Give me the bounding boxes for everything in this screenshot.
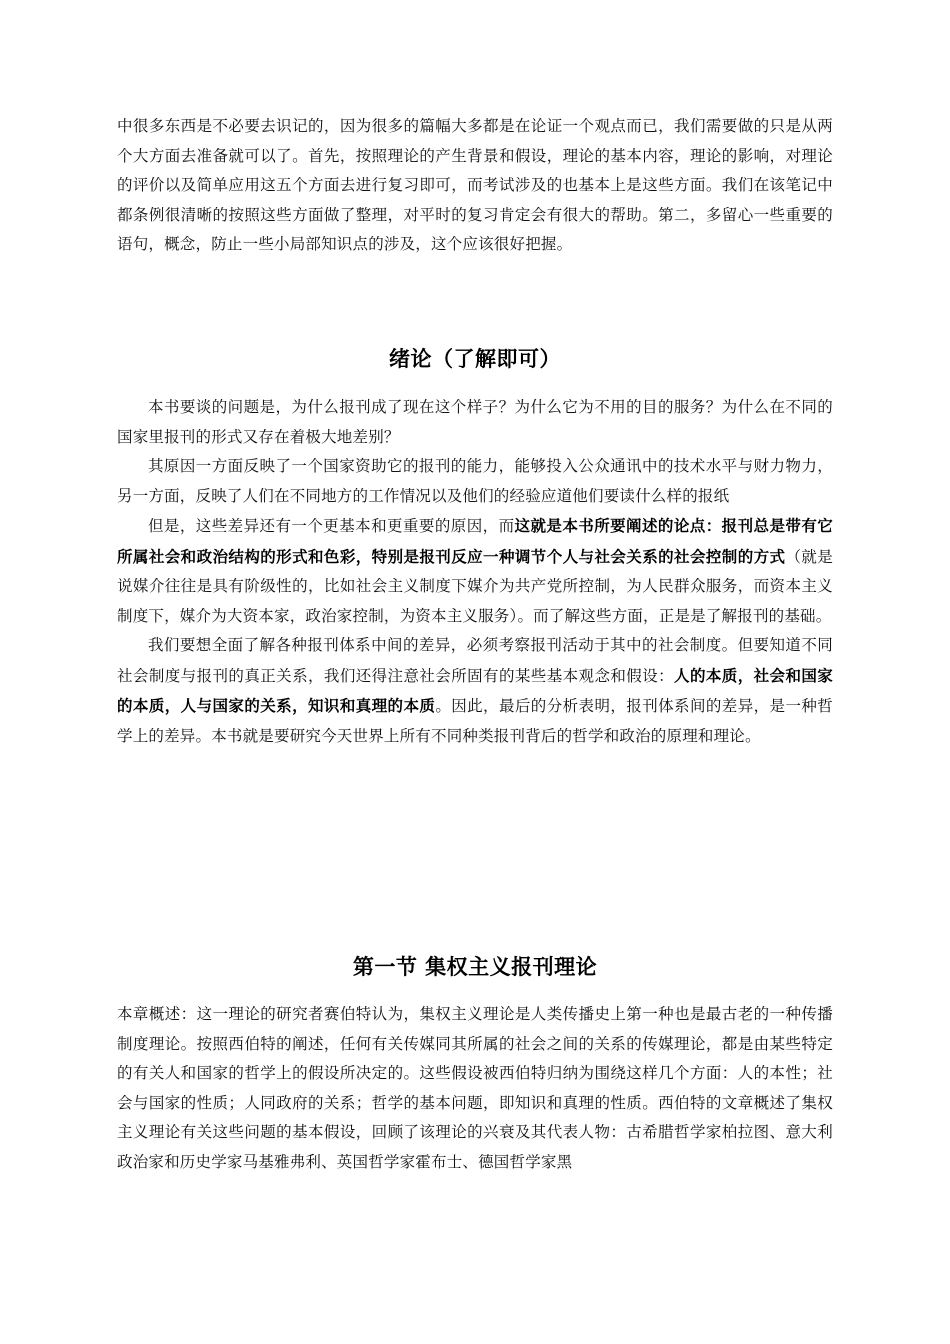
paragraph-4 [117, 631, 833, 751]
paragraph-4-text-c: 。因此，最后的分析表明，报刊体系间的差异，是一种哲学上的差异。本书就是要研究今天世界上所有不同种类报刊背后的哲学和政治的原理和理论。 [117, 697, 833, 745]
paragraph-1: 本书要谈的问题是，为什么报刊成了现在这个样子？为什么它为不用的目的服务？为什么在不同的国家里报刊的形式又存在着极大地差别？ [117, 398, 833, 446]
paragraph-3-text-a: 但是，这些差异还有一个更基本和更重要的原因，而 [148, 517, 515, 535]
section-heading-intro: 绪论（了解即可） [389, 347, 561, 371]
section-one-summary: 本章概述：这一理论的研究者赛伯特认为，集权主义理论是人类传播史上第一种也是最古老的一种传播制度理论。按照西伯特的阐述，任何有关传媒同其所属的社会之间的关系的传媒理论，都是由某些特定的有关人和国家的哲学上的假设所决定的。这些假设被西伯特归纳为围绕这样几个方面：人的本性；社会与国家的性质；人同政府的关系；哲学的基本问题，即知识和真理的性质。西伯特的文章概述了集权主义理论有关这些问题的基本假设，回顾了该理论的兴衰及其代表人物：古希腊哲学家柏拉图、意大利政治家和历史学家马基雅弗利、英国哲学家霍布士、德国哲学家黑 [117, 1005, 833, 1171]
section-intro-body [117, 393, 833, 751]
intro-block [117, 112, 833, 260]
paragraph-3 [117, 511, 833, 631]
paragraph-3-text-c: （就是说媒介往往是具有阶级性的，比如社会主义制度下媒介为共产党所控制，为人民群众服务，而资本主义制度下，媒介为大资本家，政治家控制，为资本主义服务）。而了解这些方面，正是是了解报刊的基础。 [117, 547, 834, 625]
section-one-body [117, 1000, 833, 1177]
paragraph-2: 其原因一方面反映了一个国家资助它的报刊的能力，能够投入公众通讯中的技术水平与财力物力，另一方面，反映了人们在不同地方的工作情况以及他们的经验应道他们要读什么样的报纸 [117, 457, 833, 505]
paragraph-4-bold-concepts: 人的本质，社会和国家的本质，人与国家的关系，知识和真理的本质 [117, 665, 833, 715]
intro-paragraph: 中很多东西是不必要去识记的，因为很多的篇幅大多都是在论证一个观点而已，我们需要做的只是从两个大方面去准备就可以了。首先，按照理论的产生背景和假设，理论的基本内容，理论的影响，对理论的评价以及简单应用这五个方面去进行复习即可，而考试涉及的也基本上是这些方面。我们在该笔记中都条例很清晰的按照这些方面做了整理，对平时的复习肯定会有很大的帮助。第二，多留心一些重要的语句，概念，防止一些小局部知识点的涉及，这个应该很好把握。 [117, 117, 833, 253]
paragraph-3-bold-thesis: 这就是本书所要阐述的论点：报刊总是带有它所属社会和政治结构的形式和色彩，特别是报刊反应一种调节个人与社会关系的社会控制的方式 [117, 516, 833, 566]
section-heading-one: 第一节 集权主义报刊理论 [352, 955, 598, 979]
paragraph-4-text-a: 我们要想全面了解各种报刊体系中间的差异，必须考察报刊活动于其中的社会制度。但要知道不同社会制度与报刊的真正关系，我们还得注意社会所固有的某些基本观念和假设： [117, 636, 833, 685]
